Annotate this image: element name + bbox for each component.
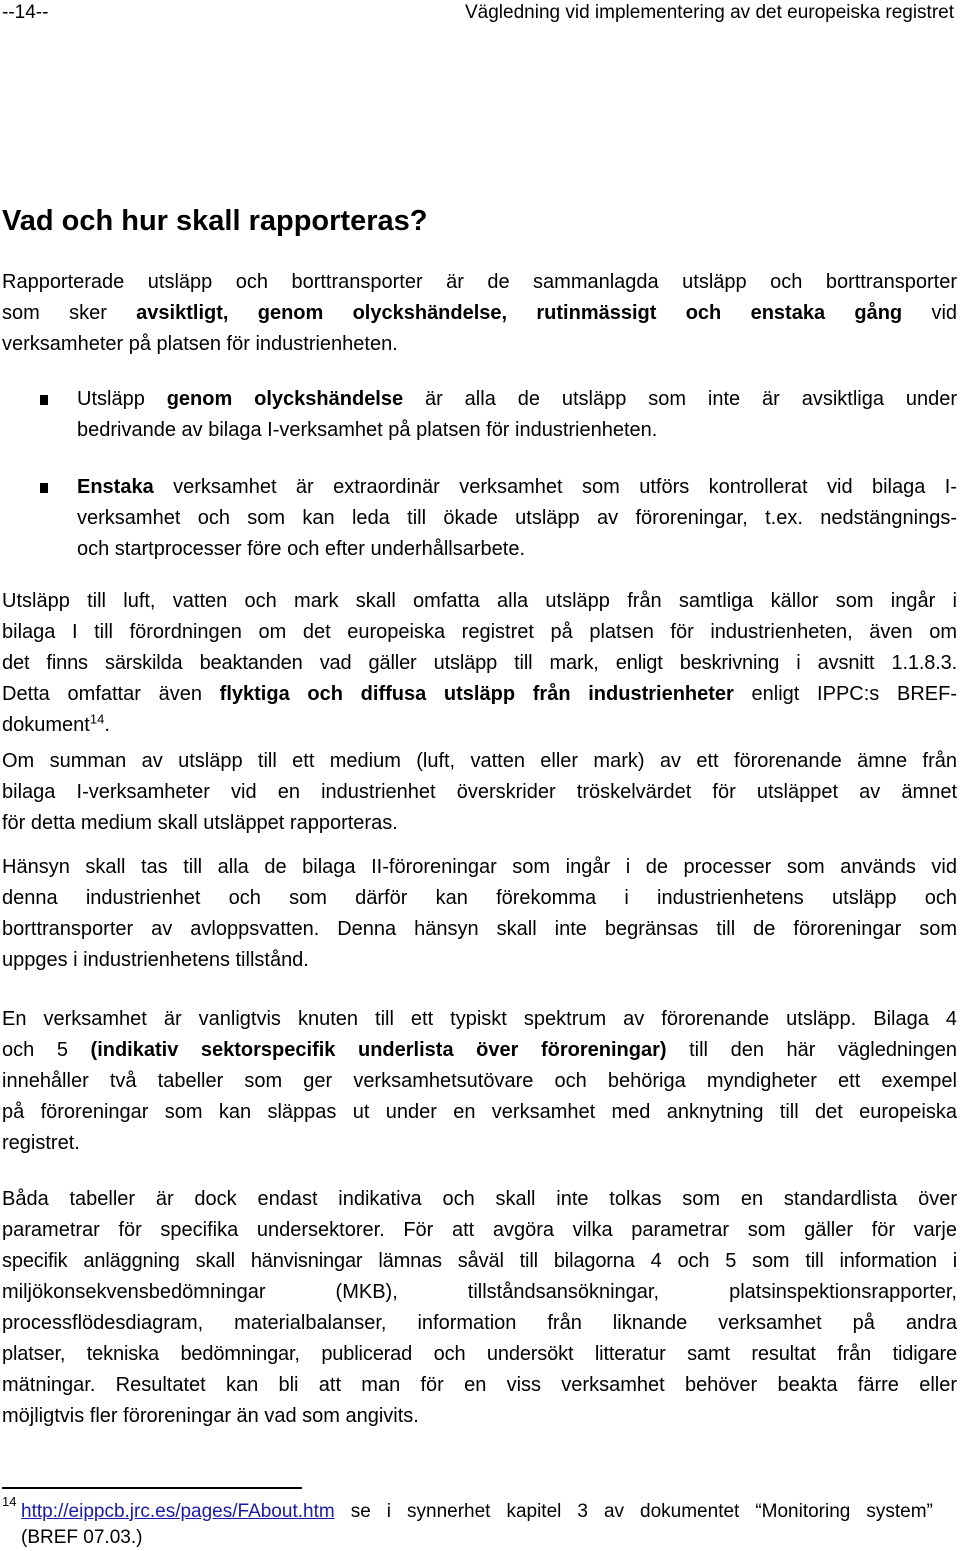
- footnote-number: 14: [2, 1494, 17, 1509]
- text-line: för detta medium skall utsläppet rapporteras.: [2, 812, 398, 834]
- text-line: mätningar. Resultatet kan bli att man för en viss verksamhet behöver beakta färre eller: [2, 1374, 957, 1396]
- footnote-word: dokumentet: [640, 1501, 740, 1522]
- page-number: --14--: [2, 2, 49, 23]
- text-line: specifik anläggning skall hänvisningar lämnas såväl till bilagorna 4 och 5 som till information i: [2, 1250, 957, 1272]
- text-line: möjligtvis fler föroreningar än vad som angivits.: [2, 1405, 419, 1427]
- paragraph-activity-spectrum: [2, 1004, 957, 1159]
- footnote-separator: [2, 1487, 302, 1489]
- text-line: borttransporter av avloppsvatten. Denna hänsyn skall inte begränsas till de föroreningar som: [2, 918, 957, 940]
- text-line: verksamheter på platsen för industrienheten.: [2, 333, 398, 355]
- footnote-word: i: [386, 1501, 391, 1522]
- text-line: En verksamhet är vanligtvis knuten till ett typiskt spektrum av förorenande utsläpp. Bilaga 4: [2, 1008, 957, 1030]
- text-line: på föroreningar som kan släppas ut under en verksamhet med anknytning till det europeiska: [2, 1101, 957, 1123]
- footnote-line: [21, 1499, 933, 1525]
- text-line: verksamhet och som kan leda till ökade utsläpp av föroreningar, t.ex. nedstängnings-: [77, 507, 957, 529]
- text-line: bilaga I-verksamheter vid en industrienhet överskrider tröskelvärdet för utsläppet av ämnet: [2, 781, 957, 803]
- text-line: som sker avsiktligt, genom olyckshändelse, rutinmässigt och enstaka gång vid: [2, 302, 957, 324]
- square-bullet-icon: [40, 395, 48, 405]
- page-header: [0, 0, 957, 26]
- text-line: platser, tekniska bedömningar, publicerad och undersökt litteratur samt resultat från tidigare: [2, 1343, 957, 1365]
- text-line: parametrar för specifika undersektorer. För att avgöra vilka parametrar som gäller för varje: [2, 1219, 957, 1241]
- text-line: Utsläpp genom olyckshändelse är alla de utsläpp som inte är avsiktliga under: [77, 388, 957, 410]
- footnote-word: av: [603, 1501, 625, 1522]
- footnote-line: (BREF 07.03.): [21, 1527, 143, 1548]
- footnote-link[interactable]: http://eippcb.jrc.es/pages/FAbout.htm: [21, 1501, 335, 1522]
- text-line: Hänsyn skall tas till alla de bilaga II-föroreningar som ingår i de processer som används vid: [2, 856, 957, 878]
- text-line: bilaga I till förordningen om det europeiska registret på platsen för industrienheten, även om: [2, 621, 957, 643]
- paragraph-annex-ii: [2, 852, 957, 976]
- section-heading: Vad och hur skall rapporteras?: [2, 205, 428, 237]
- footnote-word: synnerhet: [407, 1501, 491, 1522]
- footnote-word: 3: [577, 1501, 588, 1522]
- text-line: och startprocesser före och efter underhållsarbete.: [77, 538, 526, 560]
- bullet-text: [77, 472, 957, 565]
- text-line: det finns särskilda beaktanden vad gäller utsläpp till mark, enligt beskrivning i avsnitt 1.1.8.3.: [2, 652, 957, 674]
- intro-paragraph: [2, 267, 957, 360]
- square-bullet-icon: [40, 483, 48, 493]
- text-line: dokument$^{14}$.: [2, 711, 110, 736]
- text-line: Båda tabeller är dock endast indikativa och skall inte tolkas som en standardlista över: [2, 1188, 957, 1210]
- bullet-text: [77, 384, 957, 446]
- paragraph-indicative-tables: [2, 1184, 957, 1432]
- text-line: processflödesdiagram, materialbalanser, information från liknande verksamhet på andra: [2, 1312, 957, 1334]
- text-line: bedrivande av bilaga I-verksamhet på platsen för industrienheten.: [77, 419, 658, 441]
- footnote-word: “Monitoring: [755, 1501, 851, 1522]
- text-line: uppges i industrienhetens tillstånd.: [2, 949, 309, 971]
- text-line: Utsläpp till luft, vatten och mark skall omfatta alla utsläpp från samtliga källor som ingår i: [2, 590, 957, 612]
- footnote-word: se: [350, 1501, 371, 1522]
- paragraph-emissions-scope: [2, 586, 957, 741]
- running-title: Vägledning vid implementering av det europeiska registret: [465, 2, 954, 23]
- text-line: miljökonsekvensbedömningar (MKB), tillståndsansökningar, platsinspektionsrapporter,: [2, 1281, 957, 1303]
- footnote-reference: 14: [89, 711, 105, 727]
- text-line: denna industrienhet och som därför kan förekomma i industrienhetens utsläpp och: [2, 887, 957, 909]
- text-line: och 5 (indikativ sektorspecifik underlista över föroreningar) till den här vägledningen: [2, 1039, 957, 1061]
- text-line: Om summan av utsläpp till ett medium (luft, vatten eller mark) av ett förorenande ämne från: [2, 750, 957, 772]
- text-line: registret.: [2, 1132, 80, 1154]
- text-line: Enstaka verksamhet är extraordinär verksamhet som utförs kontrollerat vid bilaga I-: [77, 476, 957, 498]
- text-line: innehåller två tabeller som ger verksamhetsutövare och behöriga myndigheter ett exempel: [2, 1070, 957, 1092]
- footnote-word: kapitel: [506, 1501, 562, 1522]
- footnote-word: system”: [866, 1501, 933, 1522]
- paragraph-threshold: [2, 746, 957, 839]
- text-line: Rapporterade utsläpp och borttransporter är de sammanlagda utsläpp och borttransporter: [2, 271, 957, 293]
- text-line: Detta omfattar även flyktiga och diffusa utsläpp från industrienheter enligt IPPC:s BREF-: [2, 683, 957, 705]
